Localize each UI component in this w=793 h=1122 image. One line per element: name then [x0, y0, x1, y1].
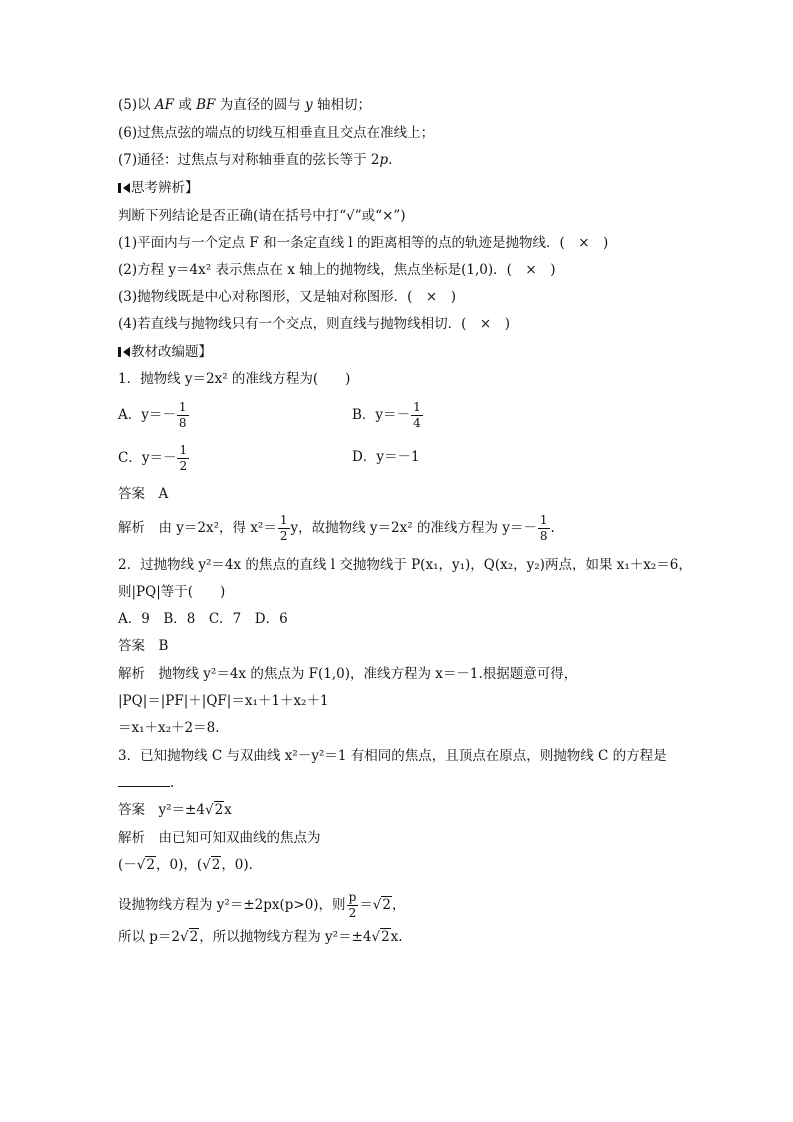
radicand: 2 [146, 857, 155, 873]
radicand: 2 [211, 857, 221, 873]
numerator: 1 [178, 400, 187, 414]
text: . [550, 520, 555, 536]
fraction [177, 400, 189, 431]
text: BF [196, 97, 216, 113]
triangle-icon [123, 183, 130, 193]
marker-icon [118, 183, 121, 193]
property-6: (6)过焦点弦的端点的切线互相垂直且交点在准线上； [118, 125, 435, 141]
q1-option-c [118, 443, 190, 474]
text: A．y＝－ [118, 407, 176, 423]
fraction [278, 513, 290, 544]
sqrt: √2 [372, 897, 391, 913]
text: 为直径的圆与 [215, 97, 306, 113]
text: (5)以 [118, 97, 155, 113]
text: 所以 p＝2 [118, 929, 181, 945]
q2-explanation-line-1: 解析 抛物线 y²＝4x 的焦点为 F(1,0)，准线方程为 x＝－1.根据题意可得， [118, 666, 578, 682]
heading-text: 思考辨析】 [131, 180, 199, 196]
q1-option-d: D．y＝－1 [352, 449, 420, 465]
text: 轴相切； [312, 97, 371, 113]
text: ，0)． [221, 857, 263, 873]
numerator: 1 [179, 443, 188, 457]
text: AF [154, 97, 175, 113]
q1-explanation [118, 513, 555, 544]
text: 设抛物线方程为 y²＝±2px(p>0)，则 [118, 897, 346, 913]
fraction [538, 513, 550, 544]
sqrt: √2 [136, 857, 155, 873]
section-heading-think [118, 179, 199, 197]
judge-item-4: (4)若直线与抛物线只有一个交点，则直线与抛物线相切．( × ) [118, 316, 510, 332]
radicand: 2 [214, 802, 224, 818]
q3-explanation-line-1: 解析 由已知可知双曲线的焦点为 [118, 830, 321, 846]
fraction [347, 890, 359, 921]
numerator: 1 [413, 400, 421, 414]
text: . [388, 152, 393, 168]
text: p [379, 152, 389, 168]
radicand: 2 [382, 897, 391, 913]
denominator: 8 [178, 416, 187, 430]
question-2-stem-line-2: 则|PQ|等于( ) [118, 584, 226, 600]
answer-blank [118, 774, 170, 787]
question-1-stem: 1．抛物线 y＝2x² 的准线方程为( ) [118, 371, 351, 387]
text: x. [390, 929, 403, 945]
numerator: 1 [539, 513, 548, 527]
text: . [170, 775, 175, 791]
q2-options: A．9 B．8 C．7 D．6 [118, 611, 288, 627]
denominator: 2 [348, 906, 357, 920]
judge-intro: 判断下列结论是否正确(请在括号中打“√”或“×”) [118, 208, 406, 224]
q3-explanation-line-4 [118, 928, 403, 946]
text: C．y＝－ [118, 450, 177, 466]
denominator: 2 [179, 459, 188, 473]
q1-answer: 答案 A [118, 486, 169, 502]
text: 答案 y²＝±4 [118, 802, 205, 818]
triangle-icon [123, 347, 130, 357]
heading-text: 教材改编题】 [131, 344, 212, 360]
text: B．y＝－ [352, 407, 411, 423]
judge-item-2: (2)方程 y＝4x² 表示焦点在 x 轴上的抛物线，焦点坐标是(1,0)．( × ) [118, 262, 556, 278]
text: y [305, 97, 313, 113]
q2-explanation-line-2: |PQ|＝|PF|＋|QF|＝x₁＋1＋x₂＋1 [118, 693, 329, 709]
property-7 [118, 151, 392, 169]
text: y，故抛物线 y＝2x² 的准线方程为 y＝－ [290, 520, 537, 536]
q1-option-a [118, 400, 190, 431]
text: ＝ [359, 897, 373, 913]
sqrt: √2 [180, 929, 199, 945]
radicand: 2 [381, 929, 390, 945]
text: 或 [174, 97, 197, 113]
text: (7)通径：过焦点与对称轴垂直的弦长等于 2 [118, 152, 380, 168]
sqrt: √2 [204, 802, 224, 818]
fraction [411, 400, 423, 431]
text: ，所以抛物线方程为 y²＝±4 [199, 929, 372, 945]
text: ， [391, 897, 406, 913]
q3-explanation-line-2 [118, 856, 262, 874]
radicand: 2 [189, 929, 199, 945]
question-3-stem-line-2 [118, 774, 174, 792]
section-heading-textbook [118, 343, 212, 361]
denominator: 8 [539, 529, 548, 543]
question-2-stem-line-1: 2．过抛物线 y²＝4x 的焦点的直线 l 交抛物线于 P(x₁，y₁)，Q(x₂，y₂)两点，如果 x₁＋x₂＝6， [118, 557, 692, 573]
judge-item-1: (1)平面内与一个定点 F 和一条定直线 l 的距离相等的点的轨迹是抛物线．( × ) [118, 235, 609, 251]
judge-item-3: (3)抛物线既是中心对称图形，又是轴对称图形．( × ) [118, 289, 456, 305]
numerator: p [348, 890, 357, 904]
q2-explanation-line-3: ＝x₁＋x₂＋2＝8. [118, 720, 220, 736]
q3-answer [118, 801, 232, 819]
denominator: 4 [413, 416, 421, 430]
numerator: 1 [279, 513, 288, 527]
text: (－ [118, 857, 137, 873]
property-5 [118, 96, 371, 114]
denominator: 2 [279, 529, 288, 543]
text: ，0)，( [155, 857, 203, 873]
sqrt: √2 [202, 857, 221, 873]
question-3-stem-line-1: 3．已知抛物线 C 与双曲线 x²－y²＝1 有相同的焦点，且顶点在原点，则抛物线 C 的方程是 [118, 748, 667, 764]
q3-explanation-line-3 [118, 890, 405, 921]
text: x [224, 802, 232, 818]
sqrt: √2 [371, 929, 390, 945]
marker-icon [118, 347, 121, 357]
fraction [177, 443, 189, 474]
q2-answer: 答案 B [118, 638, 169, 654]
q1-option-b [352, 400, 424, 431]
text: 解析 由 y＝2x²，得 x²＝ [118, 520, 277, 536]
